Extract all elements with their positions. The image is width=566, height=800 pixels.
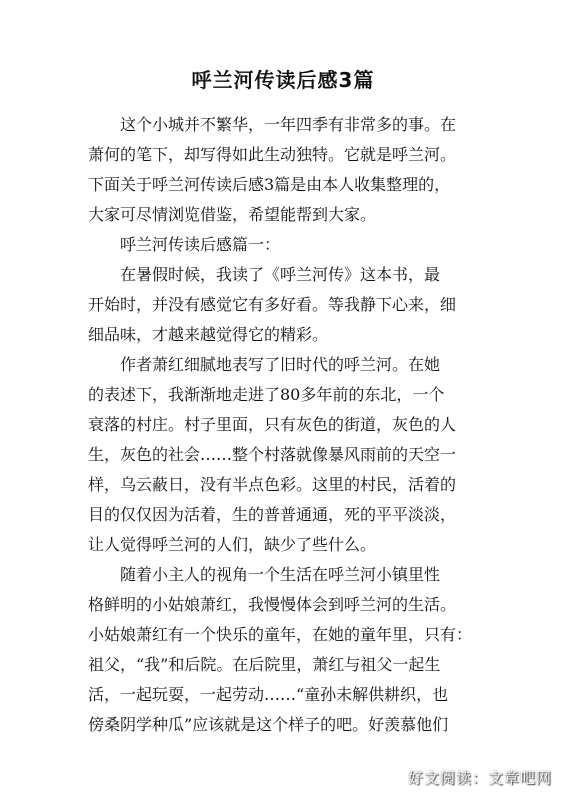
text-line: 样，乌云蔽日，没有半点色彩。这里的村民，活着的 (88, 475, 457, 494)
text-line: 这个小城并不繁华，一年四季有非常多的事。在 (120, 115, 457, 134)
document-body (88, 110, 486, 740)
section-heading: 呼兰河传读后感篇一： (120, 235, 281, 254)
text-line: 生，灰色的社会……整个村落就像暴风雨前的天空一 (88, 445, 457, 464)
text-line: 活，一起玩耍，一起劳动……“童孙未解供耕织，也 (88, 685, 449, 704)
text-line: 小姑娘萧红有一个快乐的童年，在她的童年里，只有： (88, 625, 473, 644)
text-line: 傍桑阴学种瓜”应该就是这个样子的吧。好羡慕他们 (88, 715, 449, 734)
text-line: 祖父，“我”和后院。在后院里，萧红与祖父一起生 (88, 655, 441, 674)
text-line: 的表述下，我渐渐地走进了80多年前的东北，一个 (88, 385, 445, 404)
text-line: 格鲜明的小姑娘萧红，我慢慢体会到呼兰河的生活。 (88, 595, 457, 614)
text-line: 目的仅仅因为活着，生的普普通通，死的平平淡淡， (88, 505, 457, 524)
text-line: 让人觉得呼兰河的人们，缺少了些什么。 (88, 535, 377, 554)
text-line: 衰落的村庄。村子里面，只有灰色的街道，灰色的人 (88, 415, 457, 434)
text-line: 下面关于呼兰河传读后感3篇是由本人收集整理的， (88, 175, 451, 194)
text-line: 萧何的笔下，却写得如此生动独特。它就是呼兰河。 (88, 145, 457, 164)
site-watermark: 好文阅读：文章吧网 (407, 769, 552, 787)
text-line: 细品味，才越来越觉得它的精彩。 (88, 325, 329, 344)
text-line: 随着小主人的视角一个生活在呼兰河小镇里性 (120, 565, 441, 584)
text-line: 在暑假时候，我读了《呼兰河传》这本书，最 (120, 265, 441, 284)
text-line: 开始时，并没有感觉它有多好看。等我静下心来，细 (88, 295, 457, 314)
document-title: 呼兰河传读后感3篇 (191, 68, 375, 92)
text-line: 作者萧红细腻地表写了旧时代的呼兰河。在她 (120, 355, 441, 374)
text-line: 大家可尽情浏览借鉴，希望能帮到大家。 (88, 205, 377, 224)
